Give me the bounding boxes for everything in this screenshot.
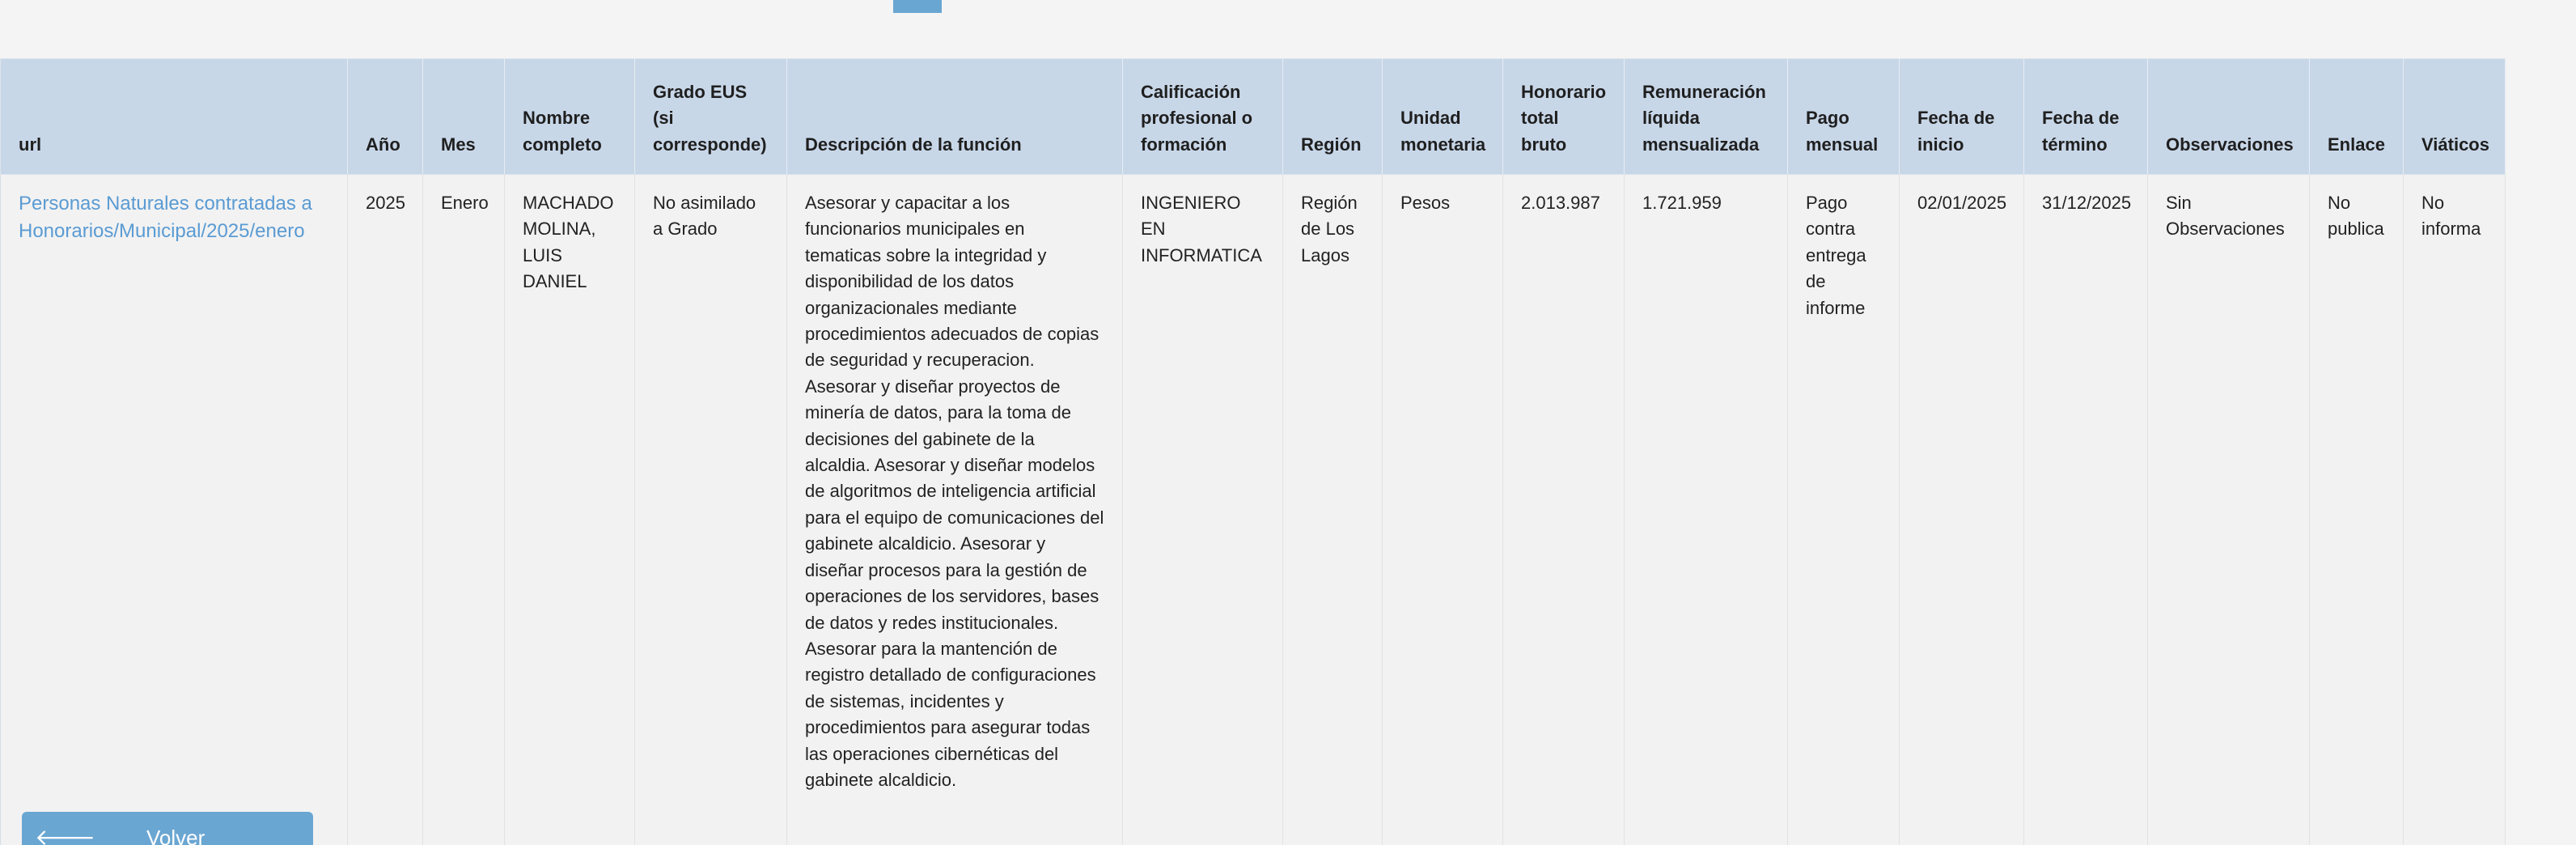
top-tab-indicator[interactable] xyxy=(893,0,942,13)
url-link[interactable]: Personas Naturales contratadas a Honorarios/Municipal/2025/enero xyxy=(19,193,312,242)
cell-descripcion: Asesorar y capacitar a los funcionarios municipales en tematicas sobre la integridad y disponibilidad de los datos organizacionales mediante procedimientos adecuados de copias de seguridad y recuperacion. Asesorar y diseñar proyectos de minería de datos, para la toma de decisiones del gabinete de la alcaldia. Asesorar y diseñar modelos de algoritmos de inteligencia artificial para el equipo de comunicaciones del gabinete alcaldicio. Asesorar y diseñar procesos para la gestión de operaciones de los servidores, bases de datos y redes institucionales. Asesorar para la mantención de registro detallado de configuraciones de sistemas, incidentes y procedimientos para asegurar todas las operaciones cibernéticas del gabinete alcaldicio. xyxy=(787,175,1123,845)
table-row xyxy=(1,175,2506,845)
cell-pago: Pago contra entrega de informe xyxy=(1788,175,1900,845)
header-inicio: Fecha de inicio xyxy=(1900,59,2024,175)
cell-grado: No asimilado a Grado xyxy=(635,175,787,845)
cell-mes: Enero xyxy=(423,175,505,845)
header-unidad: Unidad monetaria xyxy=(1383,59,1503,175)
cell-anio: 2025 xyxy=(348,175,423,845)
cell-region: Región de Los Lagos xyxy=(1283,175,1383,845)
header-termino: Fecha de término xyxy=(2024,59,2148,175)
honorarios-table xyxy=(0,58,2506,845)
header-pago: Pago mensual xyxy=(1788,59,1900,175)
header-observaciones: Observaciones xyxy=(2148,59,2310,175)
cell-inicio: 02/01/2025 xyxy=(1900,175,2024,845)
header-descripcion: Descripción de la función xyxy=(787,59,1123,175)
cell-nombre: MACHADO MOLINA, LUIS DANIEL xyxy=(505,175,635,845)
header-honorario: Honorario total bruto xyxy=(1503,59,1625,175)
arrow-left-icon: 🡐 xyxy=(35,825,96,845)
header-calificacion: Calificación profesional o formación xyxy=(1123,59,1283,175)
header-nombre: Nombre completo xyxy=(505,59,635,175)
header-mes: Mes xyxy=(423,59,505,175)
cell-observaciones: Sin Observaciones xyxy=(2148,175,2310,845)
header-region: Región xyxy=(1283,59,1383,175)
header-enlace: Enlace xyxy=(2310,59,2404,175)
cell-remuneracion: 1.721.959 xyxy=(1625,175,1788,845)
cell-viaticos: No informa xyxy=(2404,175,2506,845)
back-button-label: Volver xyxy=(146,826,205,845)
header-grado: Grado EUS (si corresponde) xyxy=(635,59,787,175)
header-remuneracion: Remuneración líquida mensualizada xyxy=(1625,59,1788,175)
cell-enlace: No publica xyxy=(2310,175,2404,845)
header-anio: Año xyxy=(348,59,423,175)
header-url: url xyxy=(1,59,348,175)
back-button[interactable] xyxy=(22,812,313,845)
table-header-row xyxy=(1,59,2506,175)
cell-unidad: Pesos xyxy=(1383,175,1503,845)
header-viaticos: Viáticos xyxy=(2404,59,2506,175)
cell-url xyxy=(1,175,348,845)
cell-termino: 31/12/2025 xyxy=(2024,175,2148,845)
cell-calificacion: INGENIERO EN INFORMATICA xyxy=(1123,175,1283,845)
cell-honorario: 2.013.987 xyxy=(1503,175,1625,845)
